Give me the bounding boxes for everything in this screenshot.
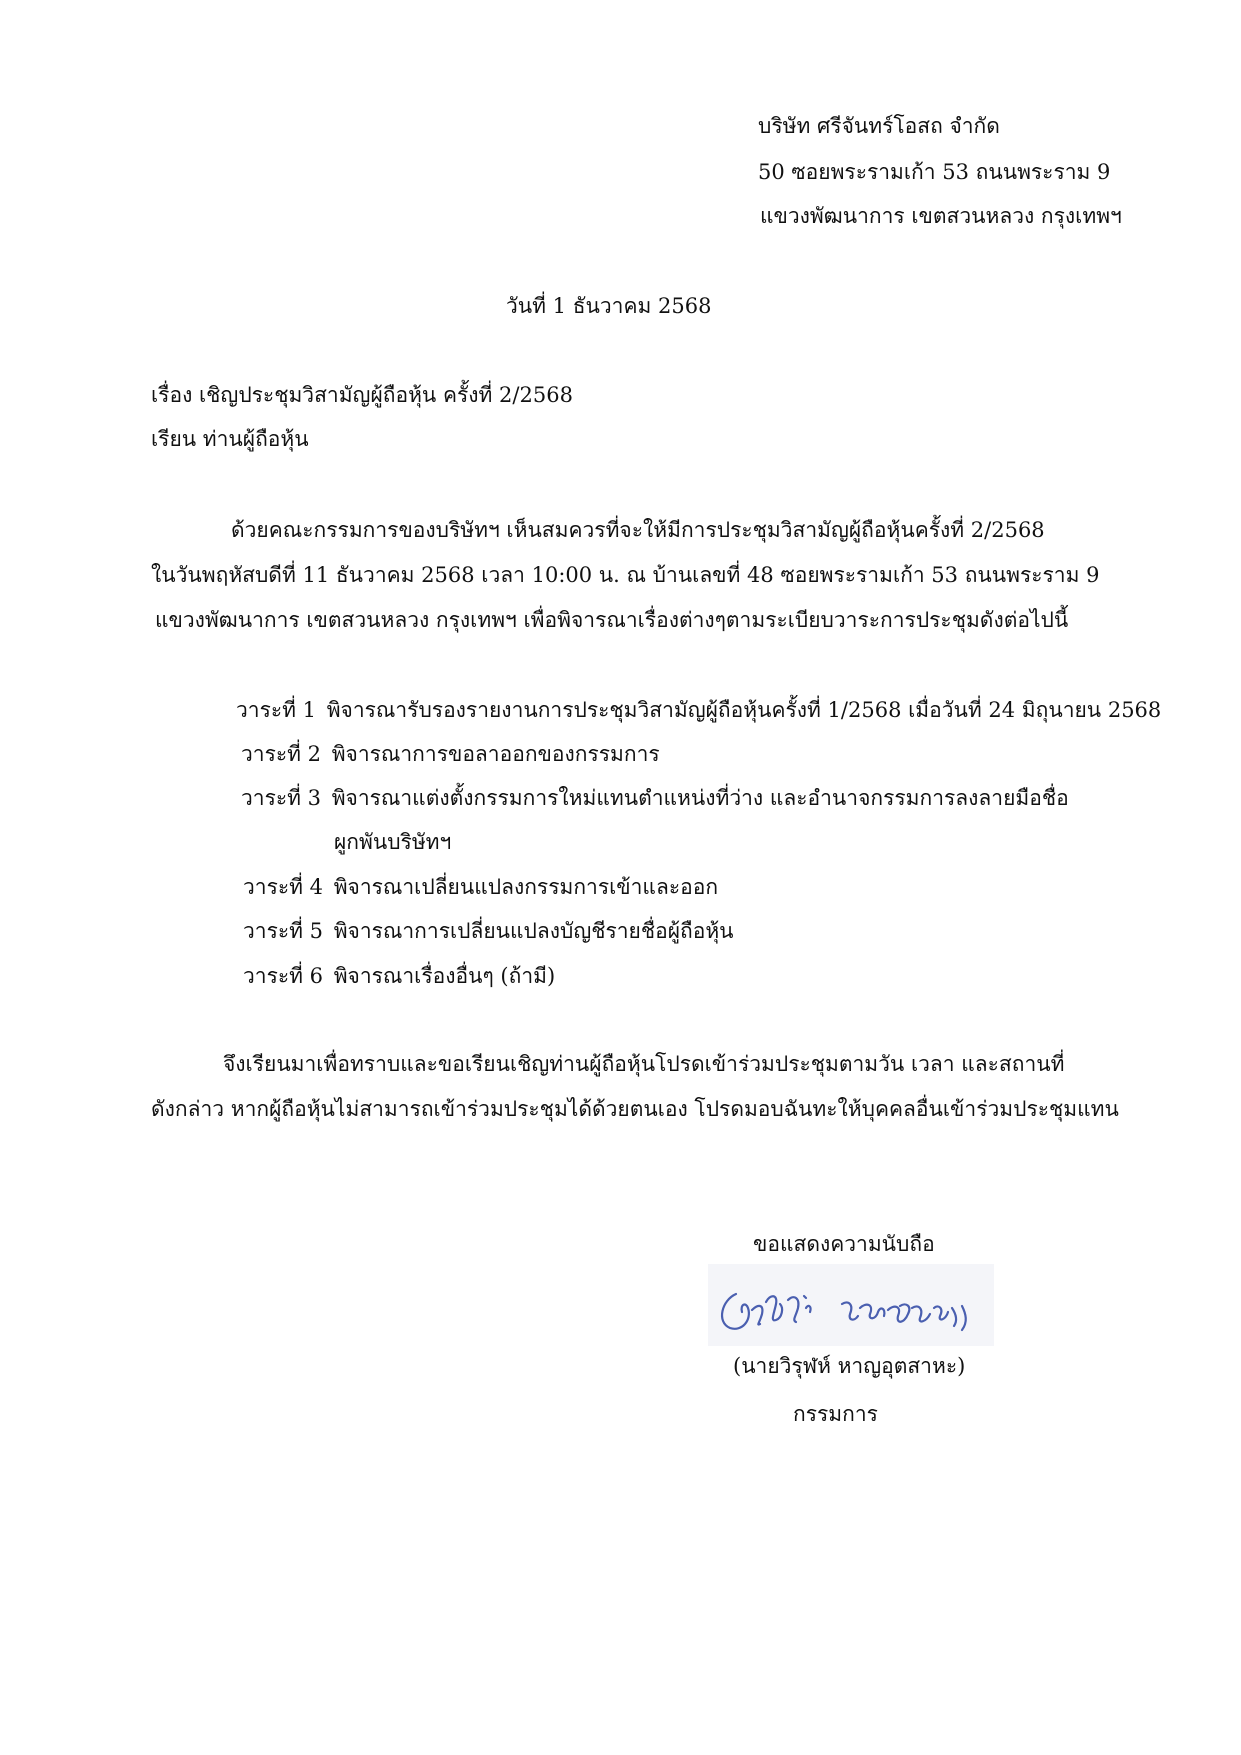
- letter-date: วันที่ 1 ธันวาคม 2568: [506, 294, 712, 318]
- agenda-label: วาระที่ 5: [243, 919, 324, 943]
- sender-address-line1: 50 ซอยพระรามเก้า 53 ถนนพระราม 9: [758, 160, 1111, 184]
- closing-phrase: ขอแสดงความนับถือ: [753, 1232, 935, 1256]
- agenda-text: พิจารณาเรื่องอื่นๆ (ถ้ามี): [333, 964, 556, 988]
- agenda-text: พิจารณาแต่งตั้งกรรมการใหม่แทนตำแหน่งที่ว่าง และอำนาจกรรมการลงลายมือชื่อ: [331, 786, 1069, 810]
- signer-name: (นายวิรุฬห์ หาญอุตสาหะ): [733, 1354, 966, 1378]
- agenda-text: พิจารณาการเปลี่ยนแปลงบัญชีรายชื่อผู้ถือหุ้น: [333, 919, 734, 943]
- signer-title: กรรมการ: [793, 1402, 878, 1426]
- sender-address-line2: แขวงพัฒนาการ เขตสวนหลวง กรุงเทพฯ: [760, 204, 1122, 228]
- agenda-text: พิจารณาเปลี่ยนแปลงกรรมการเข้าและออก: [333, 875, 719, 899]
- agenda-label: วาระที่ 4: [243, 875, 324, 899]
- agenda-text: พิจารณาการขอลาออกของกรรมการ: [331, 742, 660, 766]
- closing-paragraph-line1: จึงเรียนมาเพื่อทราบและขอเรียนเชิญท่านผู้ถือหุ้นโปรดเข้าร่วมประชุมตามวัน เวลา และสถานที่: [223, 1052, 1065, 1076]
- intro-paragraph-line2: ในวันพฤหัสบดีที่ 11 ธันวาคม 2568 เวลา 10:00 น. ณ บ้านเลขที่ 48 ซอยพระรามเก้า 53 ถนนพระราม 9: [151, 563, 1100, 587]
- letter-subject: เรื่อง เชิญประชุมวิสามัญผู้ถือหุ้น ครั้งที่ 2/2568: [151, 383, 573, 407]
- handwritten-signature: [708, 1264, 994, 1346]
- agenda-item: [243, 875, 718, 900]
- agenda-item: [243, 919, 734, 944]
- agenda-label: วาระที่ 2: [241, 742, 322, 766]
- sender-company-name: บริษัท ศรีจันทร์โอสถ จำกัด: [758, 114, 1000, 138]
- letter-recipient: เรียน ท่านผู้ถือหุ้น: [151, 427, 309, 451]
- agenda-text: พิจารณารับรองรายงานการประชุมวิสามัญผู้ถือหุ้นครั้งที่ 1/2568 เมื่อวันที่ 24 มิถุนายน 2568: [326, 698, 1162, 722]
- agenda-label: วาระที่ 1: [236, 698, 317, 722]
- agenda-item: [236, 698, 1161, 723]
- agenda-item: [243, 964, 555, 989]
- intro-paragraph-line3: แขวงพัฒนาการ เขตสวนหลวง กรุงเทพฯ เพื่อพิจารณาเรื่องต่างๆตามระเบียบวาระการประชุมดังต่อไปนี้: [155, 608, 1069, 632]
- signature-image: [708, 1264, 994, 1346]
- agenda-item: [241, 742, 660, 767]
- closing-paragraph-line2: ดังกล่าว หากผู้ถือหุ้นไม่สามารถเข้าร่วมประชุมได้ด้วยตนเอง โปรดมอบฉันทะให้บุคคลอื่นเข้าร่วมประชุมแทน: [151, 1097, 1119, 1121]
- agenda-item-continuation: ผูกพันบริษัทฯ: [334, 830, 452, 854]
- agenda-label: วาระที่ 3: [241, 786, 322, 810]
- agenda-label: วาระที่ 6: [243, 964, 324, 988]
- intro-paragraph-line1: ด้วยคณะกรรมการของบริษัทฯ เห็นสมควรที่จะให้มีการประชุมวิสามัญผู้ถือหุ้นครั้งที่ 2/2568: [231, 518, 1045, 542]
- agenda-item: [241, 786, 1069, 811]
